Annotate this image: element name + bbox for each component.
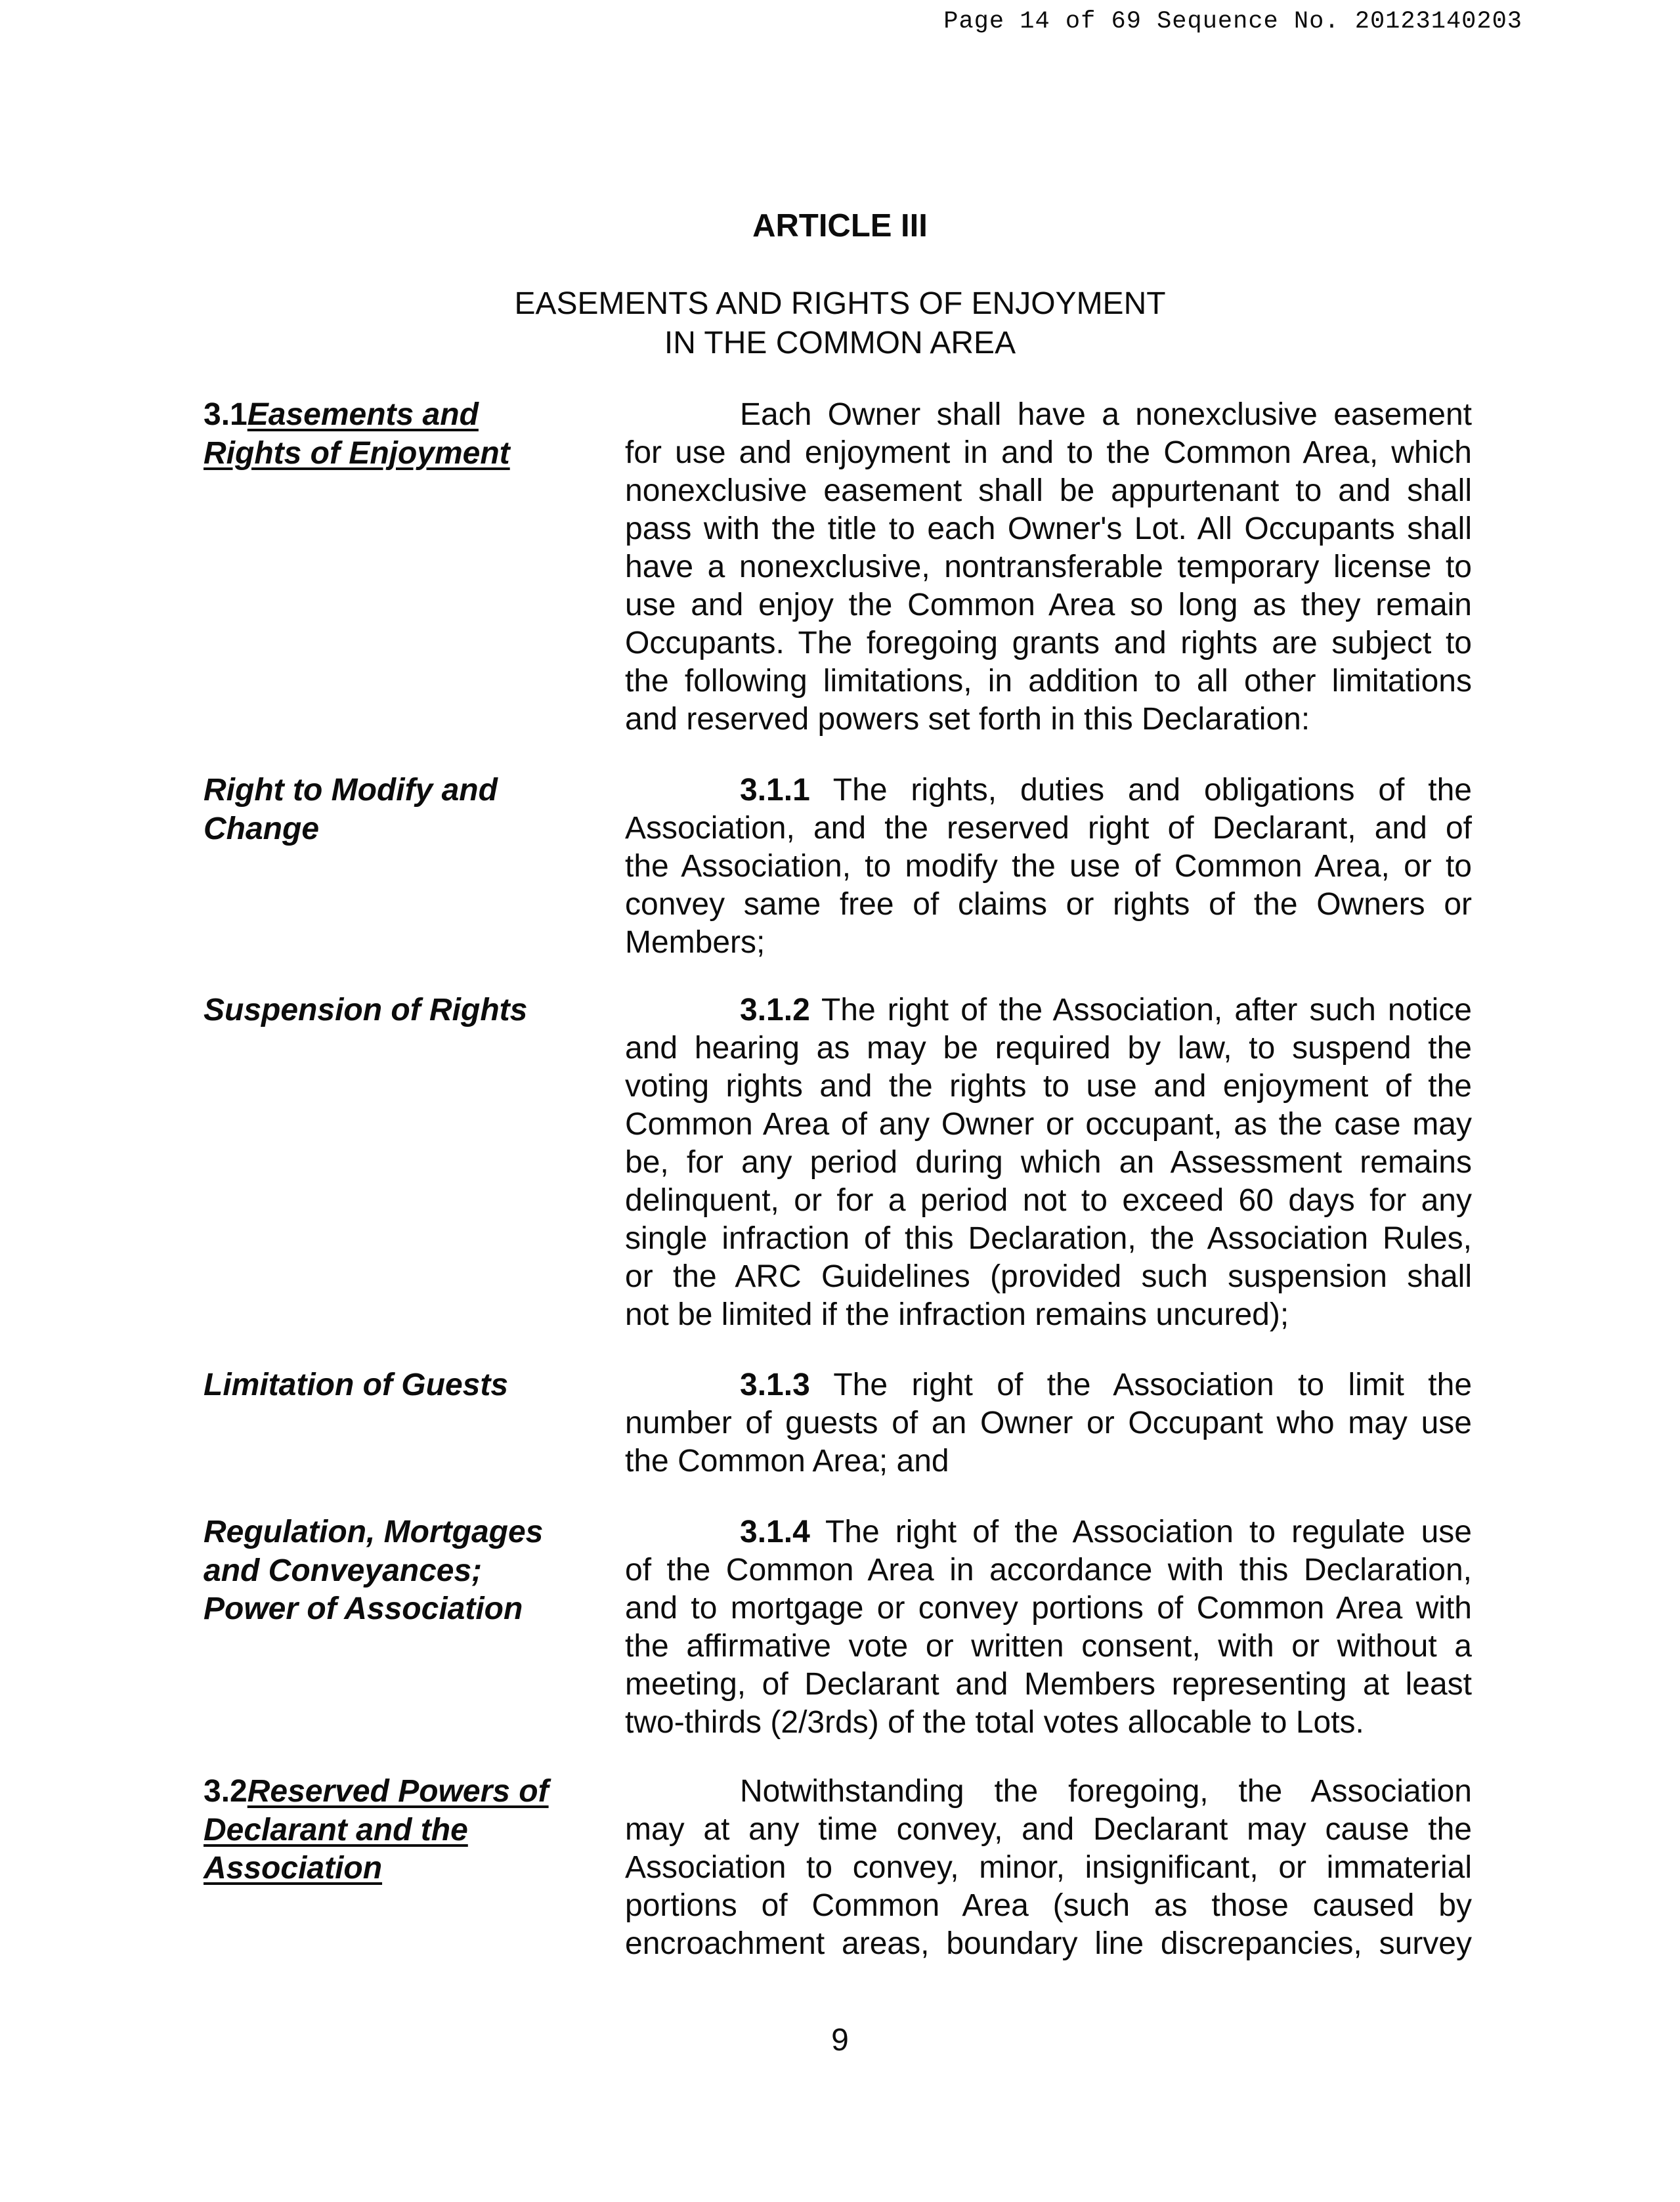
article-subtitle-line: EASEMENTS AND RIGHTS OF ENJOYMENT [514, 286, 1166, 321]
body-line: nonexclusive easement shall be appurtenant to and shall [625, 473, 1472, 508]
article-title: ARTICLE III [752, 208, 928, 244]
body-line: the affirmative vote or written consent, with or without a [625, 1629, 1472, 1664]
body-line: Association, and the reserved right of Declarant, and of [625, 811, 1472, 846]
side-heading-line: Regulation, Mortgages [204, 1515, 544, 1549]
body-line: Occupants. The foregoing grants and rights are subject to [625, 626, 1472, 660]
side-heading-line: and Conveyances; [204, 1553, 483, 1588]
side-heading-right-to-modify [204, 771, 597, 848]
side-heading-line: Easements and [247, 397, 479, 432]
subsection-number: 3.1.1 [740, 773, 810, 808]
side-heading-line: Rights of Enjoyment [204, 435, 510, 471]
body-line: or the ARC Guidelines (provided such suspension shall [625, 1259, 1472, 1294]
body-line: have a nonexclusive, nontransferable temporary license to [625, 550, 1472, 584]
body-line: 3.1.4 The right of the Association to regulate use [740, 1515, 1472, 1549]
body-line: the following limitations, in addition to all other limitations [625, 664, 1472, 699]
section-3-1-body [625, 396, 1472, 739]
body-line: two-thirds (2/3rds) of the total votes allocable to Lots. [625, 1705, 1364, 1740]
side-heading-3-1 [204, 396, 597, 473]
body-line: not be limited if the infraction remains uncured); [625, 1297, 1289, 1332]
body-line: of the Common Area in accordance with this Declaration, [625, 1553, 1472, 1587]
body-line: may at any time convey, and Declarant may cause the [625, 1812, 1472, 1847]
section-3-1-4-body [625, 1513, 1472, 1742]
subsection-number: 3.1.4 [740, 1515, 810, 1549]
body-line: and to mortgage or convey portions of Common Area with [625, 1591, 1472, 1626]
side-heading-line: Power of Association [204, 1591, 523, 1626]
body-line: meeting, of Declarant and Members representing at least [625, 1667, 1472, 1702]
body-line: and reserved powers set forth in this Declaration: [625, 702, 1310, 737]
body-line: use and enjoy the Common Area so long as they remain [625, 588, 1472, 622]
body-line: the Association, to modify the use of Common Area, or to [625, 849, 1472, 884]
body-line: Association to convey, minor, insignificant, or immaterial [625, 1850, 1472, 1885]
page-sequence-header: Page 14 of 69 Sequence No. 20123140203 [943, 8, 1522, 35]
section-number: 3.1 [204, 397, 248, 432]
body-line: voting rights and the rights to use and enjoyment of the [625, 1069, 1472, 1104]
body-line: portions of Common Area (such as those caused by [625, 1888, 1472, 1923]
subsection-number: 3.1.3 [740, 1368, 810, 1402]
body-line: 3.1.3 The right of the Association to limit the [740, 1368, 1473, 1402]
subsection-number: 3.1.2 [740, 993, 810, 1027]
side-heading-line: Declarant and the [204, 1812, 468, 1847]
body-line: and hearing as may be required by law, to suspend the [625, 1031, 1472, 1066]
body-line: pass with the title to each Owner's Lot. All Occupants shall [625, 511, 1472, 546]
side-heading-regulation [204, 1513, 597, 1629]
body-line: single infraction of this Declaration, the Association Rules, [625, 1221, 1472, 1256]
section-3-1-3-body [625, 1366, 1472, 1480]
body-line: number of guests of an Owner or Occupant who may use [625, 1406, 1472, 1440]
side-heading-line: Change [204, 811, 320, 846]
body-line: the Common Area; and [625, 1444, 949, 1479]
body-line: Each Owner shall have a nonexclusive easement [740, 397, 1472, 432]
side-heading-line: Suspension of Rights [204, 993, 528, 1027]
section-3-2-body [625, 1773, 1472, 1963]
side-heading-line: Association [204, 1851, 383, 1886]
body-line: 3.1.1 The rights, duties and obligations of the [740, 773, 1472, 808]
side-heading-3-2 [204, 1773, 597, 1888]
side-heading-line: Right to Modify and [204, 773, 498, 808]
section-3-1-1-body [625, 771, 1472, 962]
body-line: Members; [625, 925, 765, 960]
page-number: 9 [831, 2023, 849, 2058]
body-line: encroachment areas, boundary line discrepancies, survey [625, 1926, 1472, 1961]
section-number: 3.2 [204, 1774, 248, 1809]
article-subtitle [0, 284, 1680, 363]
body-line: Notwithstanding the foregoing, the Association [740, 1774, 1472, 1809]
section-3-1-2-body [625, 991, 1472, 1334]
side-heading-suspension [204, 991, 597, 1030]
side-heading-limitation-of-guests [204, 1366, 597, 1405]
side-heading-line: Limitation of Guests [204, 1368, 509, 1402]
body-line: be, for any period during which an Assessment remains [625, 1145, 1472, 1180]
body-line: Common Area of any Owner or occupant, as the case may [625, 1107, 1472, 1142]
body-line: delinquent, or for a period not to exceed 60 days for any [625, 1183, 1472, 1218]
article-subtitle-line: IN THE COMMON AREA [664, 326, 1016, 360]
body-line: for use and enjoyment in and to the Common Area, which [625, 435, 1472, 470]
side-heading-line: Reserved Powers of [247, 1774, 549, 1809]
body-line: 3.1.2 The right of the Association, after such notice [740, 993, 1473, 1027]
body-line: convey same free of claims or rights of the Owners or [625, 887, 1472, 922]
